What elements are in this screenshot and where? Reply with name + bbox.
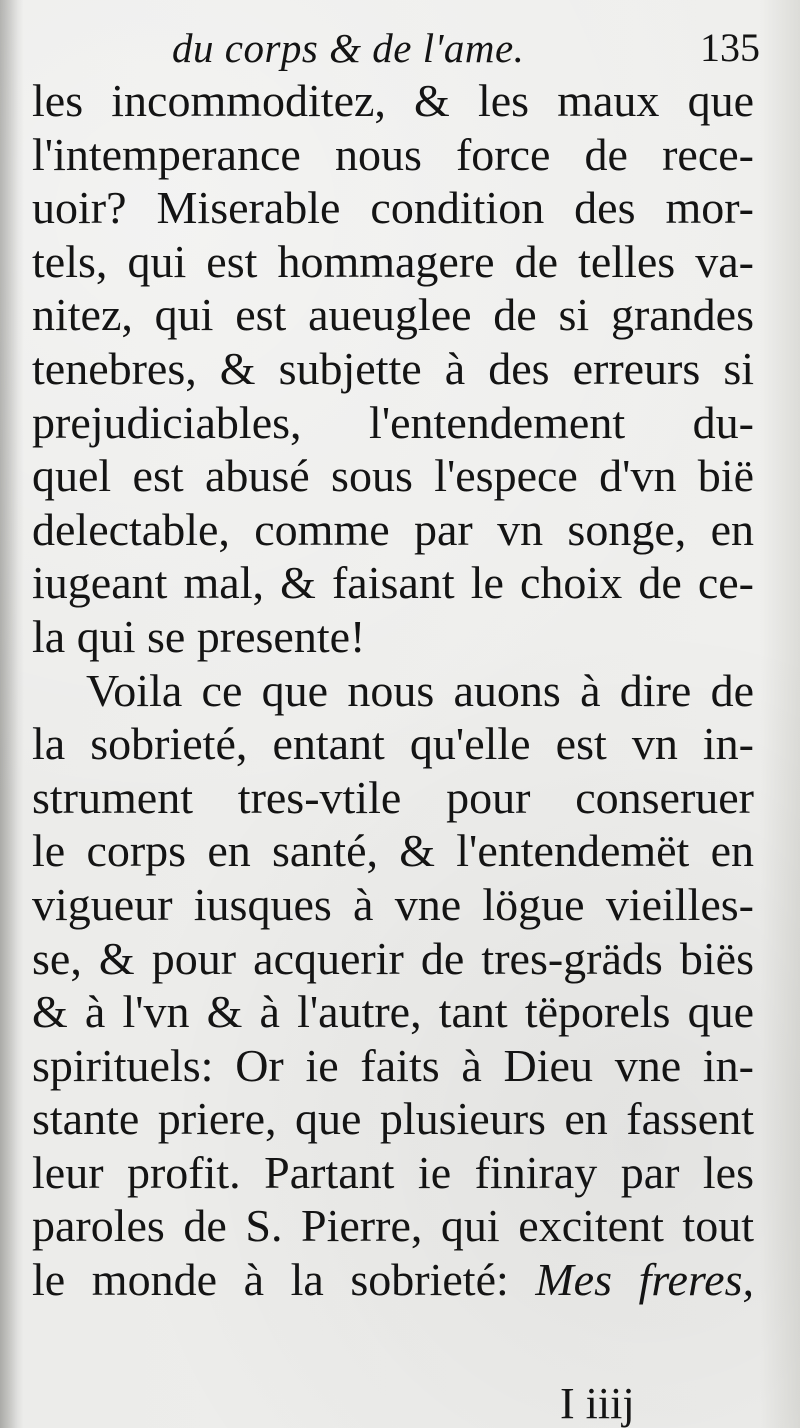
text-line: leur profit. Partant ie finiray par les (32, 1146, 754, 1198)
paragraph-end-line: la qui se presente! (32, 610, 366, 662)
text-line: uoir? Miserable condition des mor- (32, 182, 754, 234)
text-line: nitez, qui est aueuglee de si grandes (32, 289, 754, 341)
text-line: strument tres-vtile pour conseruer (32, 771, 754, 823)
text-line: tels, qui est hommagere de telles va- (32, 235, 754, 287)
text-line: spirituels: Or ie faits à Dieu vne in- (32, 1039, 754, 1091)
text-line: le corps en santé, & l'entendemët en (32, 825, 754, 877)
signature-mark: I iiij (560, 1379, 635, 1428)
text-line: quel est abusé sous l'espece d'vn bië (32, 450, 754, 502)
gutter-shadow (0, 0, 24, 1428)
paragraph-start-line: Voila ce que nous auons à dire de (86, 664, 754, 716)
text-line: stante priere, que plusieurs en fassent (32, 1093, 754, 1145)
page-header (0, 22, 800, 72)
text-line: & à l'vn & à l'autre, tant tëporels que (32, 986, 754, 1038)
page-footer (0, 1378, 800, 1428)
text-line: iugeant mal, & faisant le choix de ce- (32, 557, 754, 609)
page-number: 135 (700, 25, 760, 70)
running-head: du corps & de l'ame. (172, 25, 525, 71)
text-line: la sobrieté, entant qu'elle est vn in- (32, 718, 754, 770)
text-line: delectable, comme par vn songe, en (32, 503, 754, 555)
final-line-roman: le monde à la sobrieté: (32, 1254, 536, 1306)
body-text (32, 74, 754, 1307)
text-line: se, & pour acquerir de tres-gräds biës (32, 932, 754, 984)
text-line: vigueur iusques à vne lögue vieilles- (32, 878, 754, 930)
final-line-italic: Mes freres, (535, 1254, 754, 1306)
text-line: paroles de S. Pierre, qui excitent tout (32, 1200, 754, 1252)
text-line: les incommoditez, & les maux que (32, 75, 754, 126)
text-line-final (32, 1253, 754, 1307)
text-line: tenebres, & subjette à des erreurs si (32, 342, 754, 394)
text-line: prejudiciables, l'entendement du- (32, 396, 754, 448)
text-line: l'intemperance nous force de rece- (32, 128, 754, 180)
